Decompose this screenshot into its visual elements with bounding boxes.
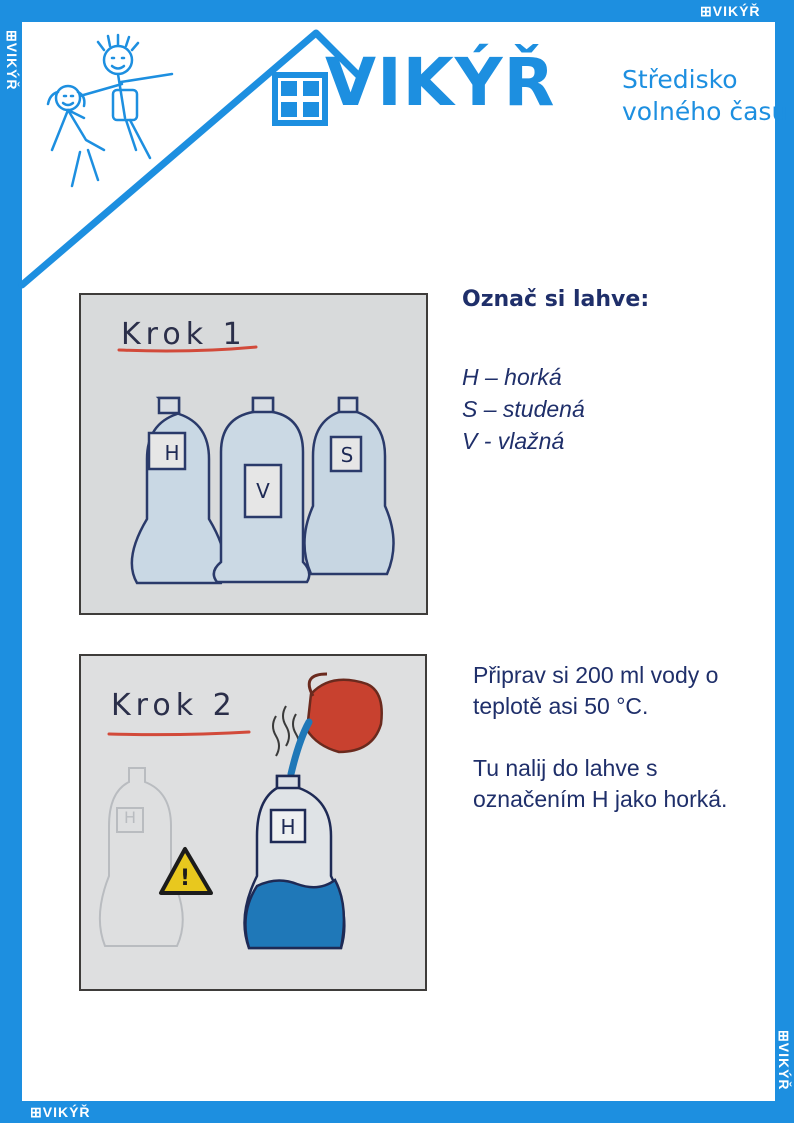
legend-item-h: H – horká	[462, 364, 562, 390]
faint-bottle-label: H	[123, 808, 137, 827]
jug-icon	[307, 674, 382, 752]
bottle-h-filled-label: H	[280, 815, 296, 839]
brand-subtitle	[622, 64, 787, 128]
step2-photo-label: Krok 2	[111, 688, 237, 723]
step2-photo	[79, 654, 427, 991]
brand-subtitle-line1: Středisko	[622, 65, 738, 94]
bottle-h-label: H	[164, 441, 180, 465]
roof-line	[22, 33, 358, 285]
step2-paragraph-2: Tu nalij do lahve s označením H jako horká.	[473, 755, 728, 812]
legend-item-s: S – studená	[462, 396, 585, 422]
faint-bottle	[100, 768, 183, 946]
brand-logo-text: VIKÝŘ	[325, 44, 556, 121]
frame-bottom	[0, 1101, 794, 1123]
brand-subtitle-line2: volného času	[622, 97, 788, 126]
bottle-h-filled	[245, 776, 345, 948]
step1-photo-label: Krok 1	[121, 317, 247, 352]
warning-symbol: !	[179, 866, 191, 891]
window-icon	[275, 75, 325, 123]
step2-paragraph-1: Připrav si 200 ml vody o teplotě asi 50 °C.	[473, 662, 719, 719]
corner-logo-right: ⊞VIKÝŘ	[776, 1030, 792, 1091]
bottle-h	[132, 398, 225, 583]
step1-bottles-drawing	[81, 295, 426, 613]
bottle-legend	[462, 361, 585, 457]
bottle-s-label: S	[340, 443, 354, 467]
corner-logo-left: ⊞VIKÝŘ	[4, 30, 20, 91]
corner-logo-top: ⊞VIKÝŘ	[700, 3, 761, 19]
step1-photo	[79, 293, 428, 615]
step2-instructions	[473, 660, 733, 815]
bottle-v-label: V	[256, 479, 270, 503]
corner-logo-bottom: ⊞VIKÝŘ	[30, 1104, 91, 1120]
children-drawing	[48, 35, 172, 186]
legend-item-v: V - vlažná	[462, 428, 565, 454]
bottle-s	[304, 398, 393, 574]
step1-heading: Označ si lahve:	[462, 287, 650, 312]
